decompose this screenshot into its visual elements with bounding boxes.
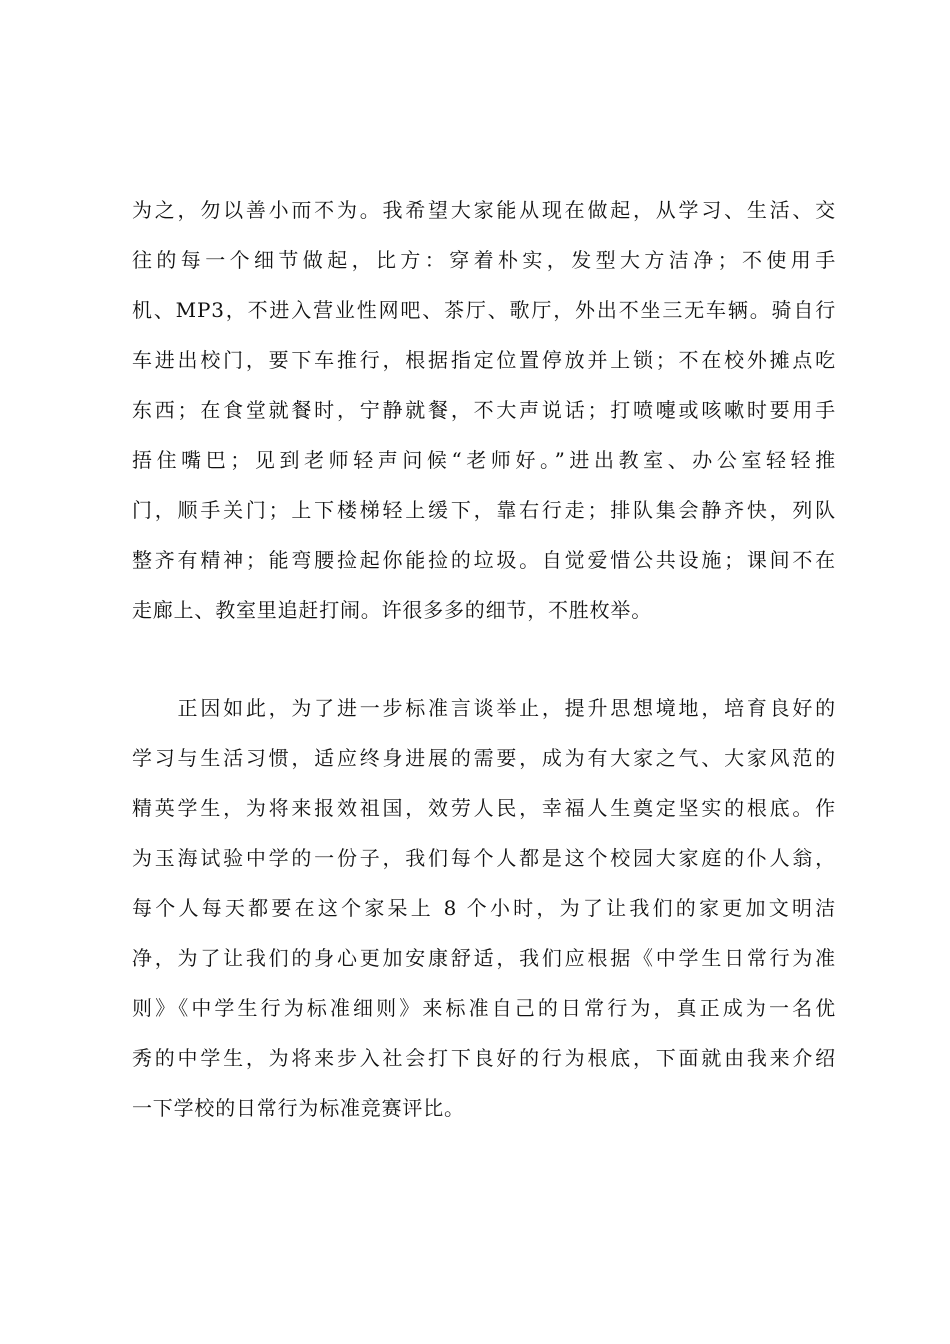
paragraph-line: 净，为了让我们的身心更加安康舒适，我们应根据《中学生日常行为准: [132, 946, 836, 970]
paragraph-1: [132, 185, 836, 635]
paragraph-line: 为之，勿以善小而不为。我希望大家能从现在做起，从学习、生活、交: [132, 198, 836, 222]
paragraph-line: 整齐有精神；能弯腰捡起你能捡的垃圾。自觉爱惜公共设施；课间不在: [132, 548, 836, 572]
paragraph-line: 走廊上、教室里追赶打闹。许很多多的细节，不胜枚举。: [132, 598, 652, 622]
paragraph-line: 学习与生活习惯，适应终身进展的需要，成为有大家之气、大家风范的: [132, 746, 836, 770]
paragraph-line: 捂住嘴巴；见到老师轻声问候“老师好。”进出教室、办公室轻轻推: [132, 448, 836, 472]
paragraph-line: 东西；在食堂就餐时，宁静就餐，不大声说话；打喷嚏或咳嗽时要用手: [132, 398, 836, 422]
paragraph-line: 车进出校门，要下车推行，根据指定位置停放并上锁；不在校外摊点吃: [132, 348, 836, 372]
paragraph-line: 精英学生，为将来报效祖国，效劳人民，幸福人生奠定坚实的根底。作: [132, 796, 836, 820]
paragraph-line: 一下学校的日常行为标准竞赛评比。: [132, 1096, 465, 1120]
paragraph-line: 正因如此，为了进一步标准言谈举止，提升思想境地，培育良好的: [132, 696, 836, 720]
paragraph-line: 往的每一个细节做起，比方：穿着朴实，发型大方洁净；不使用手: [132, 248, 836, 272]
paragraph-line: 门，顺手关门；上下楼梯轻上缓下，靠右行走；排队集会静齐快，列队: [132, 498, 836, 522]
paragraph-line: 为玉海试验中学的一份子，我们每个人都是这个校园大家庭的仆人翁，: [132, 846, 836, 870]
paragraph-line: 秀的中学生，为将来步入社会打下良好的行为根底，下面就由我来介绍: [132, 1046, 836, 1070]
paragraph-line: 则》《中学生行为标准细则》来标准自己的日常行为，真正成为一名优: [132, 996, 836, 1020]
paragraph-line: 每个人每天都要在这个家呆上 8 个小时，为了让我们的家更加文明洁: [132, 896, 836, 920]
paragraph-2: [132, 683, 836, 1133]
paragraph-line: 机、MP3，不进入营业性网吧、茶厅、歌厅，外出不坐三无车辆。骑自行: [132, 298, 836, 322]
